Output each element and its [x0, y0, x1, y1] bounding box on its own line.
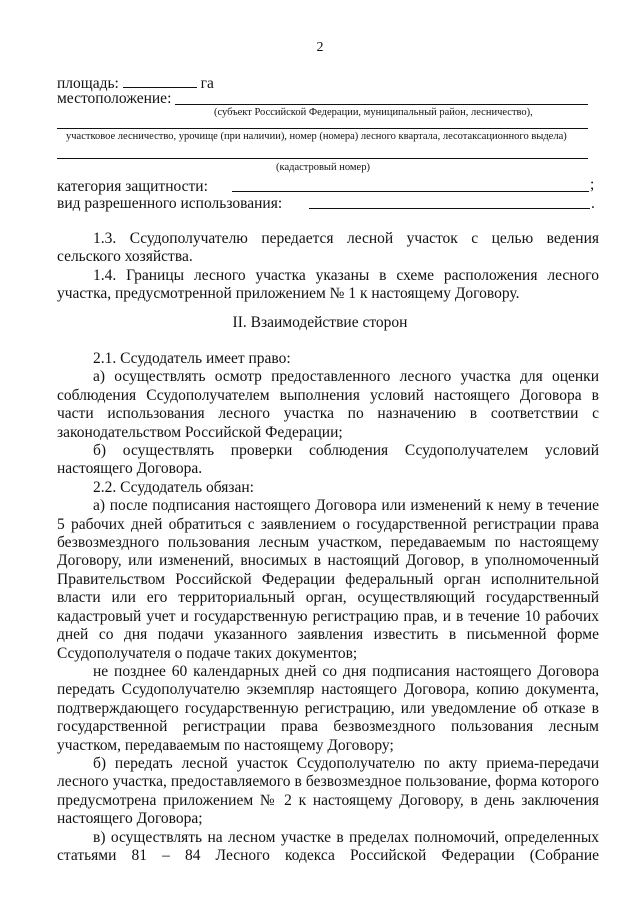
area-unit: га	[200, 75, 214, 92]
area-label: площадь:	[57, 75, 119, 92]
use-end: .	[591, 195, 595, 212]
clause-1-4: 1.4. Границы лесного участка указаны в схеме расположения лесного участка, предусмотренной приложением № 1 к настоящему Договору.	[57, 266, 599, 303]
cadastral-blank	[57, 158, 588, 159]
section-title: II. Взаимодействие сторон	[232, 314, 408, 331]
clause-2-2-a-deadline: не позднее 60 календарных дней со дня подписания настоящего Договора передать Ссудополучателю экземпляр настоящего Договора, копию документа, подтверждающего государственную регистрацию, или уведомление об отказе в государственной регистрации права безвозмездного пользования лесным участком, передаваемым по настоящему Договору;	[57, 662, 599, 754]
location-blank-1	[175, 104, 588, 105]
use-label: вид разрешенного использования:	[57, 195, 283, 212]
clause-2-2-a: а) после подписания настоящего Договора или изменений к нему в течение 5 рабочих дней обратиться с заявлением о государственной регистрации права безвозмездного пользования лесным участком, передаваемым по настоящему Договору, или изменений, вносимых в настоящий Договор, в уполномоченный Правительством Российской Федерации федеральный орган исполнительной власти или его территориальный орган, осуществляющий государственный кадастровый учет и государственную регистрацию прав, и в течение 10 рабочих дней со дня подачи указанного заявления известить в письменной форме Ссудополучателя о подаче таких документов;	[57, 497, 599, 662]
clause-2-2-v: в) осуществлять на лесном участке в пределах полномочий, определенных статьями 81 – 84 Лесного кодекса Российской Федерации (Собрание	[57, 828, 599, 864]
location-line	[57, 90, 599, 108]
location-label: местоположение:	[57, 90, 172, 107]
category-label: категория защитности:	[57, 178, 208, 195]
area-blank	[123, 73, 197, 88]
clause-2-1-a: а) осуществлять осмотр предоставленного лесного участка для оценки соблюдения Ссудополучателем выполнения условий настоящего Договора в части использования лесного участка по назначению в соответствии с законодательством Российской Федерации;	[57, 368, 599, 441]
location-blank-2	[57, 128, 588, 129]
page-number: 2	[316, 40, 324, 55]
clause-1-3: 1.3. Ссудополучателю передается лесной участок с целью ведения сельского хозяйства.	[57, 230, 599, 266]
clause-2-2: 2.2. Ссудодатель обязан:	[93, 478, 254, 496]
clauses-1	[57, 230, 599, 304]
clause-2-2-b: б) передать лесной участок Ссудополучателю по акту приема-передачи лесного участка, предоставляемого в безвозмездное пользование, форма которого предусмотрена приложением № 2 к настоящему Договору, в день заключения настоящего Договора;	[57, 754, 599, 828]
cadastral-caption: (кадастровый номер)	[276, 162, 370, 173]
category-blank	[232, 191, 589, 192]
use-line	[57, 195, 599, 213]
clause-2-1-b: б) осуществлять проверки соблюдения Ссудополучателем условий настоящего Договора.	[57, 442, 599, 478]
category-line	[57, 178, 599, 196]
use-blank	[309, 208, 590, 209]
section-2-body	[57, 350, 599, 865]
category-end: ;	[590, 176, 595, 193]
location-caption-2: участковое лесничество, урочище (при наличии), номер (номера) лесного квартала, лесотаксационного выдела)	[66, 131, 567, 142]
clause-2-1: 2.1. Ссудодатель имеет право:	[93, 350, 291, 367]
location-caption-1: (субъект Российской Федерации, муниципальный район, лесничество),	[214, 107, 533, 118]
